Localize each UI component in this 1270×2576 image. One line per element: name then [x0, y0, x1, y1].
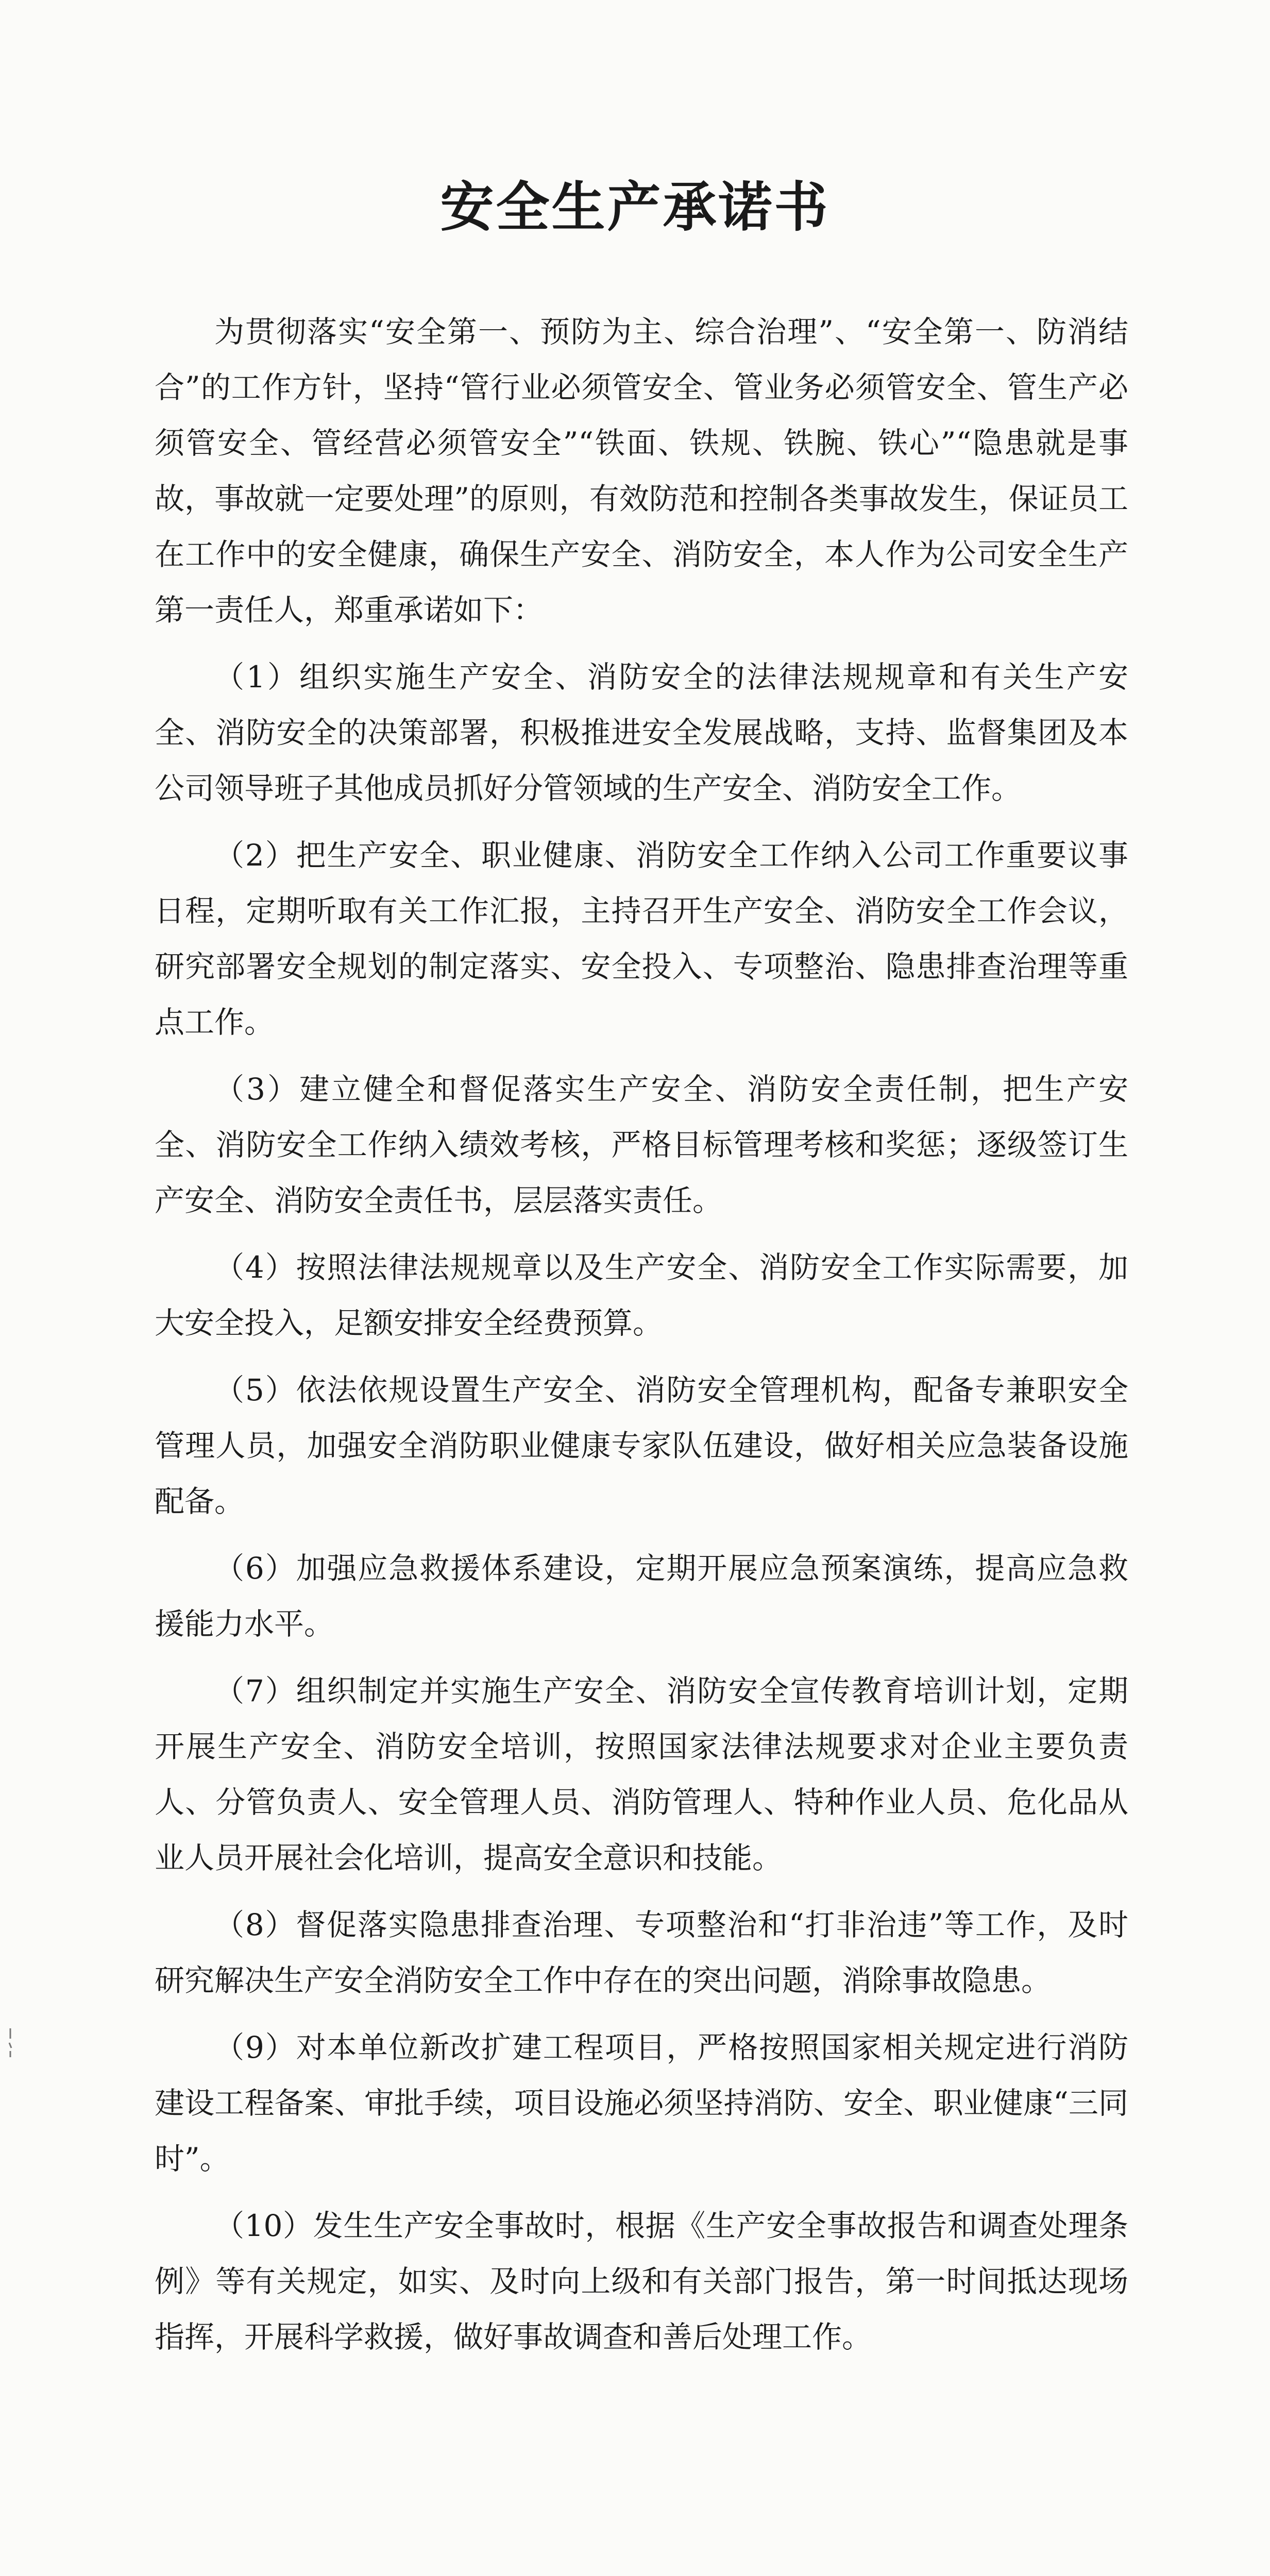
commitment-item-1: （1）组织实施生产安全、消防安全的法律法规规章和有关生产安全、消防安全的决策部署，积极推进安全发展战略，支持、监督集团及本公司领导班子其他成员抓好分管领域的生产安全、消防安全工作。 — [155, 659, 1128, 806]
intro-paragraph: 为贯彻落实“安全第一、预防为主、综合治理”、“安全第一、防消结合”的工作方针，坚持“管行业必须管安全、管业务必须管安全、管生产必须管安全、管经营必须管安全”“铁面、铁规、铁腕、铁心”“隐患就是事故，事故就一定要处理”的原则，有效防范和控制各类事故发生，保证员工在工作中的安全健康，确保生产安全、消防安全，本人作为公司安全生产第一责任人，郑重承诺如下： — [155, 314, 1128, 628]
commitment-item-6: （6）加强应急救援体系建设，定期开展应急预案演练，提高应急救援能力水平。 — [155, 1551, 1128, 1641]
commitment-item-4: （4）按照法律法规规章以及生产安全、消防安全工作实际需要，加大安全投入，足额安排安全经费预算。 — [155, 1250, 1128, 1341]
document-body — [155, 304, 1128, 2376]
commitment-item-3: （3）建立健全和督促落实生产安全、消防安全责任制，把生产安全、消防安全工作纳入绩效考核，严格目标管理考核和奖惩；逐级签订生产安全、消防安全责任书，层层落实责任。 — [155, 1072, 1128, 1218]
commitment-item-2: （2）把生产安全、职业健康、消防安全工作纳入公司工作重要议事日程，定期听取有关工作汇报，主持召开生产安全、消防安全工作会议，研究部署安全规划的制定落实、安全投入、专项整治、隐患排查治理等重点工作。 — [155, 838, 1128, 1040]
commitment-item-9: （9）对本单位新改扩建工程项目，严格按照国家相关规定进行消防建设工程备案、审批手续，项目设施必须坚持消防、安全、职业健康“三同时”。 — [155, 2030, 1128, 2176]
commitment-item-8: （8）督促落实隐患排查治理、专项整治和“打非治违”等工作，及时研究解决生产安全消防安全工作中存在的突出问题，消除事故隐患。 — [155, 1907, 1128, 1998]
commitment-item-10: （10）发生生产安全事故时，根据《生产安全事故报告和调查处理条例》等有关规定，如实、及时向上级和有关部门报告，第一时间抵达现场指挥，开展科学救援，做好事故调查和善后处理工作。 — [155, 2208, 1128, 2354]
binding-edge-mark — [7, 2027, 13, 2058]
commitment-item-5: （5）依法依规设置生产安全、消防安全管理机构，配备专兼职安全管理人员，加强安全消防职业健康专家队伍建设，做好相关应急装备设施配备。 — [155, 1372, 1128, 1519]
commitment-item-7: （7）组织制定并实施生产安全、消防安全宣传教育培训计划，定期开展生产安全、消防安全培训，按照国家法律法规要求对企业主要负责人、分管负责人、安全管理人员、消防管理人、特种作业人员、危化品从业人员开展社会化培训，提高安全意识和技能。 — [155, 1673, 1128, 1875]
document-title: 安全生产承诺书 — [440, 176, 830, 239]
